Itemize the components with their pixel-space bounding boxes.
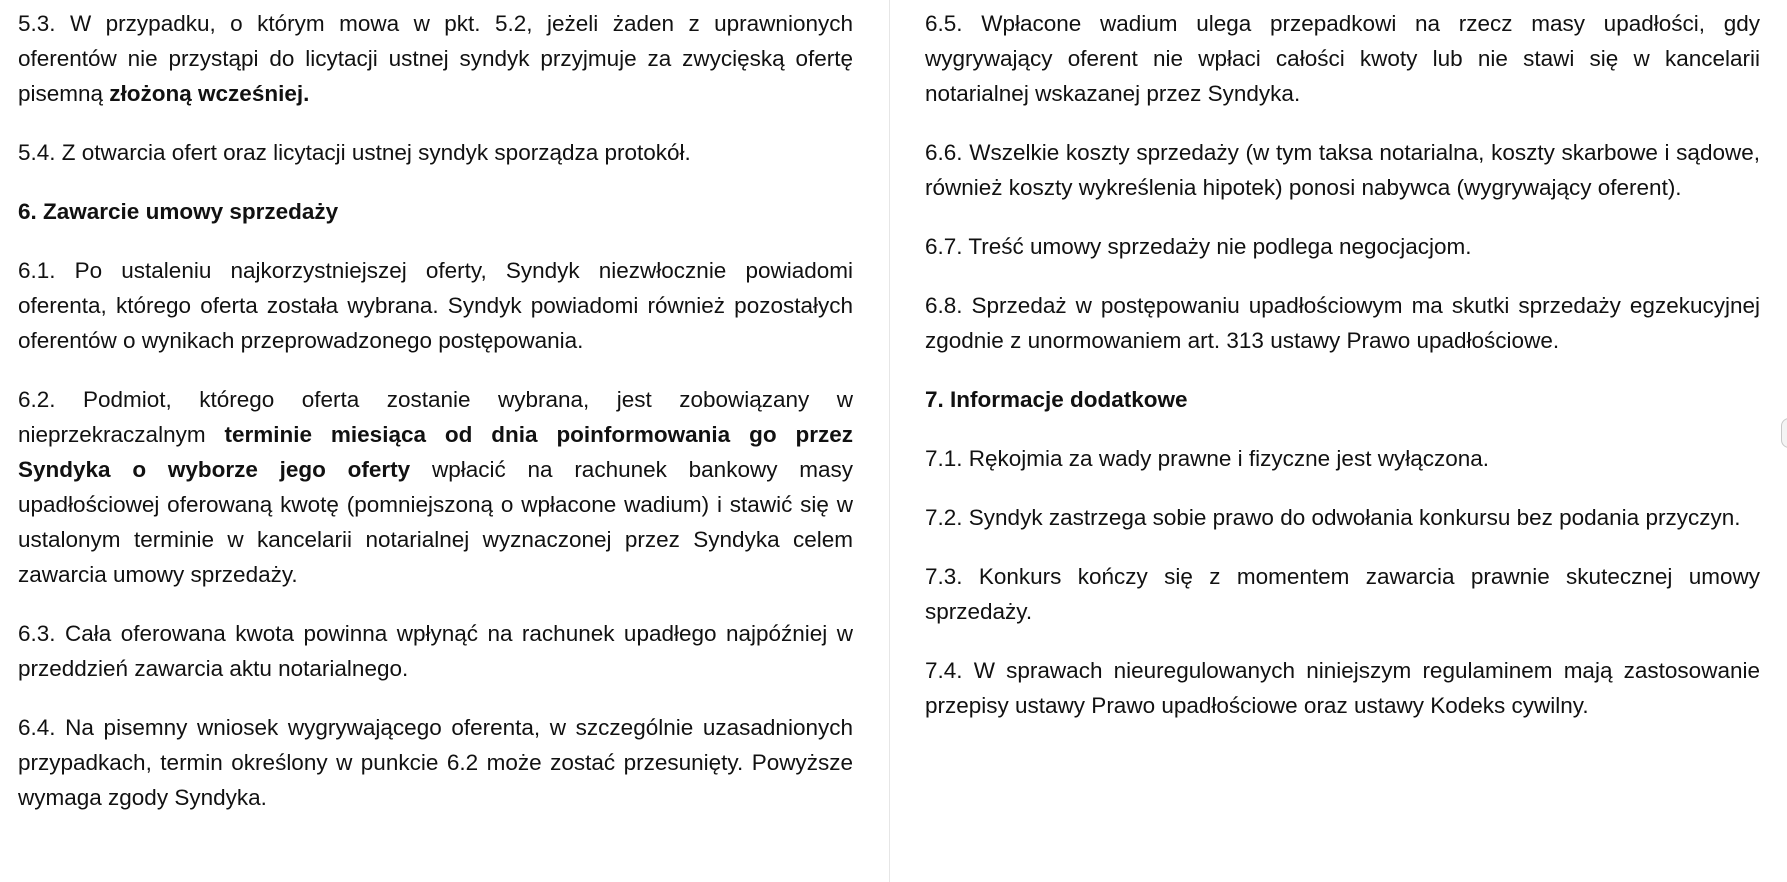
paragraph-6-2 (18, 382, 853, 592)
paragraph-6-2-bold: terminie miesiąca od dnia poinformowania go przez Syndyka o wyborze jego oferty (18, 422, 853, 482)
right-column (925, 6, 1760, 747)
paragraph-6-2-before: 6.2. Podmiot, którego oferta zostanie wybrana, jest zobowiązany w nieprzekraczalnym (18, 387, 853, 447)
section-heading-6: 6. Zawarcie umowy sprzedaży (18, 199, 339, 224)
paragraph-6-5: 6.5. Wpłacone wadium ulega przepadkowi na rzecz masy upadłości, gdy wygrywający oferent nie wpłaci całości kwoty lub nie stawi się w kancelarii notarialnej wskazanej przez Syndyka. (925, 11, 1760, 106)
paragraph-6-8: 6.8. Sprzedaż w postępowaniu upadłościowym ma skutki sprzedaży egzekucyjnej zgodnie z unormowaniem art. 313 ustawy Prawo upadłościowe. (925, 293, 1760, 353)
paragraph-7-1: 7.1. Rękojmia za wady prawne i fizyczne jest wyłączona. (925, 446, 1489, 471)
section-heading-7: 7. Informacje dodatkowe (925, 387, 1188, 412)
paragraph-7-4: 7.4. W sprawach nieuregulowanych niniejszym regulaminem mają zastosowanie przepisy ustawy Prawo upadłościowe oraz ustawy Kodeks cywilny. (925, 658, 1760, 718)
paragraph-5-4: 5.4. Z otwarcia ofert oraz licytacji ustnej syndyk sporządza protokół. (18, 140, 691, 165)
paragraph-6-4: 6.4. Na pisemny wniosek wygrywającego oferenta, w szczególnie uzasadnionych przypadkach, termin określony w punkcie 6.2 może zostać przesunięty. Powyższe wymaga zgody Syndyka. (18, 715, 853, 810)
scroll-handle[interactable] (1781, 418, 1787, 448)
paragraph-5-3-text: 5.3. W przypadku, o którym mowa w pkt. 5.2, jeżeli żaden z uprawnionych oferentów nie przystąpi do licytacji ustnej syndyk przyjmuje za zwycięską ofertę pisemną (18, 11, 853, 106)
paragraph-6-1: 6.1. Po ustaleniu najkorzystniejszej oferty, Syndyk niezwłocznie powiadomi oferenta, którego oferta została wybrana. Syndyk powiadomi również pozostałych oferentów o wynikach przeprowadzonego postępowania. (18, 258, 853, 353)
paragraph-5-3-bold: złożoną wcześniej. (109, 81, 310, 106)
left-column (18, 6, 853, 839)
column-divider (889, 0, 890, 882)
paragraph-6-3: 6.3. Cała oferowana kwota powinna wpłynąć na rachunek upadłego najpóźniej w przeddzień zawarcia aktu notarialnego. (18, 621, 853, 681)
paragraph-6-7: 6.7. Treść umowy sprzedaży nie podlega negocjacjom. (925, 234, 1472, 259)
paragraph-7-2: 7.2. Syndyk zastrzega sobie prawo do odwołania konkursu bez podania przyczyn. (925, 505, 1741, 530)
paragraph-7-3: 7.3. Konkurs kończy się z momentem zawarcia prawnie skutecznej umowy sprzedaży. (925, 564, 1760, 624)
paragraph-5-3 (18, 6, 853, 111)
paragraph-6-2-after: wpłacić na rachunek bankowy masy upadłościowej oferowaną kwotę (pomniejszoną o wpłacone wadium) i stawić się w ustalonym terminie w kancelarii notarialnej wyznaczonej przez Syndyka celem zawarcia umowy sprzedaży. (18, 457, 853, 587)
paragraph-6-6: 6.6. Wszelkie koszty sprzedaży (w tym taksa notarialna, koszty skarbowe i sądowe, również koszty wykreślenia hipotek) ponosi nabywca (wygrywający oferent). (925, 140, 1760, 200)
